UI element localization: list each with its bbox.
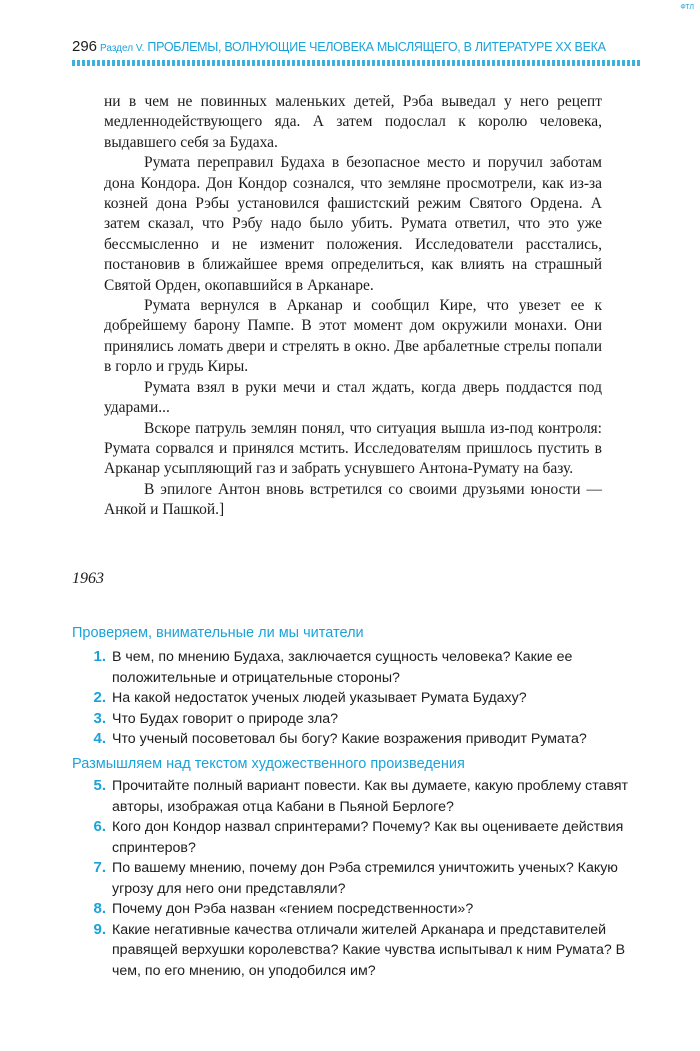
question-number: 9.	[93, 920, 106, 938]
question-number: 6.	[93, 818, 106, 835]
question-text: Что ученый посоветовал бы богу? Какие возражения приводит Румата?	[112, 731, 587, 747]
question-number: 7.	[93, 859, 106, 876]
page-number: 296	[72, 38, 98, 55]
question-number: 1.	[93, 648, 106, 665]
question-item	[72, 688, 642, 709]
header-ornament	[72, 60, 640, 66]
question-text: В чем, по мнению Будаха, заключается сущность человека? Какие ее положительные и отрицательные стороны?	[112, 649, 573, 686]
question-text: По вашему мнению, почему дон Рэба стремился уничтожить ученых? Какую угрозу для него они представляли?	[112, 860, 618, 897]
question-item	[72, 776, 642, 817]
question-item	[72, 647, 642, 688]
paragraph: Вскоре патруль землян понял, что ситуация вышла из-под контроля: Румата сорвался и принялся мстить. Исследователям пришлось пустить в Арканар усыпляющий газ и забрать уснувшего Антона-Румату на базу.	[104, 419, 602, 478]
questions-heading-reflection: Размышляем над текстом художественного произведения	[72, 756, 465, 772]
questions-list-reading	[72, 647, 642, 750]
paragraph: Румата вернулся в Арканар и сообщил Кире, что увезет ее к добрейшему барону Пампе. В этот момент дом окружили монахи. Они принялись ломать двери и стрелять в окно. Две арбалетные стрелы попали в горло и грудь Киры.	[104, 297, 602, 376]
paragraph: Румата взял в руки мечи и стал ждать, когда дверь поддастся под ударами...	[104, 378, 602, 417]
question-number: 3.	[93, 709, 106, 727]
corner-mark: ФТЛ	[680, 4, 694, 11]
paragraph: В эпилоге Антон вновь встретился со своими друзьями юности — Анкой и Пашкой.]	[104, 480, 602, 519]
questions-list-reflection	[72, 776, 642, 981]
questions-heading-reading: Проверяем, внимательные ли мы читатели	[72, 625, 364, 641]
question-text: Что Будах говорит о природе зла?	[112, 710, 339, 727]
question-text: Кого дон Кондор назвал спринтерами? Почему? Как вы оцениваете действия спринтеров?	[112, 819, 624, 856]
paragraph: Румата переправил Будаха в безопасное место и поручил заботам дона Кондора. Дон Кондор сознался, что земляне просмотрели, как из-за козней дона Рэбы установился фашистский режим Святого Ордена. А затем сказал, что Рэбу надо было убить. Румата ответил, что это уже бессмысленно и не изменит положения. Исследователи расстались, постановив в ближайшее время определиться, как влиять на страшный Святой Орден, окопавшийся в Арканаре.	[104, 154, 602, 294]
question-text: Прочитайте полный вариант повести. Как вы думаете, какую проблему ставят авторы, изображая отца Кабани в Пьяной Берлоге?	[112, 778, 629, 815]
question-item	[72, 899, 642, 920]
question-item	[72, 920, 642, 982]
question-text: Какие негативные качества отличали жителей Арканара и представителей правящей верхушки королевства? Какие чувства испытывал к ним Румата? В чем, по его мнению, он уподобился им?	[112, 921, 626, 979]
main-text	[104, 92, 602, 521]
question-item	[72, 858, 642, 899]
running-title: ПРОБЛЕМЫ, ВОЛНУЮЩИЕ ЧЕЛОВЕКА МЫСЛЯЩЕГО, В ЛИТЕРАТУРЕ XX ВЕКА	[147, 40, 606, 54]
question-number: 2.	[93, 689, 106, 706]
question-number: 4.	[93, 730, 106, 747]
question-item	[72, 729, 642, 750]
question-number: 5.	[93, 777, 106, 794]
page-header	[72, 38, 652, 55]
question-text: Почему дон Рэба назван «гением посредственности»?	[112, 901, 474, 917]
question-text: На какой недостаток ученых людей указывает Румата Будаху?	[112, 690, 527, 706]
publication-year: 1963	[72, 570, 104, 587]
paragraph: ни в чем не повинных маленьких детей, Рэба выведал у него рецепт медленнодействующего яда. А затем подослал к королю человека, выдавшего себя за Будаха.	[104, 93, 602, 151]
question-item	[72, 817, 642, 858]
question-number: 8.	[93, 900, 106, 917]
question-item	[72, 709, 642, 730]
section-label: Раздел V.	[100, 43, 145, 54]
